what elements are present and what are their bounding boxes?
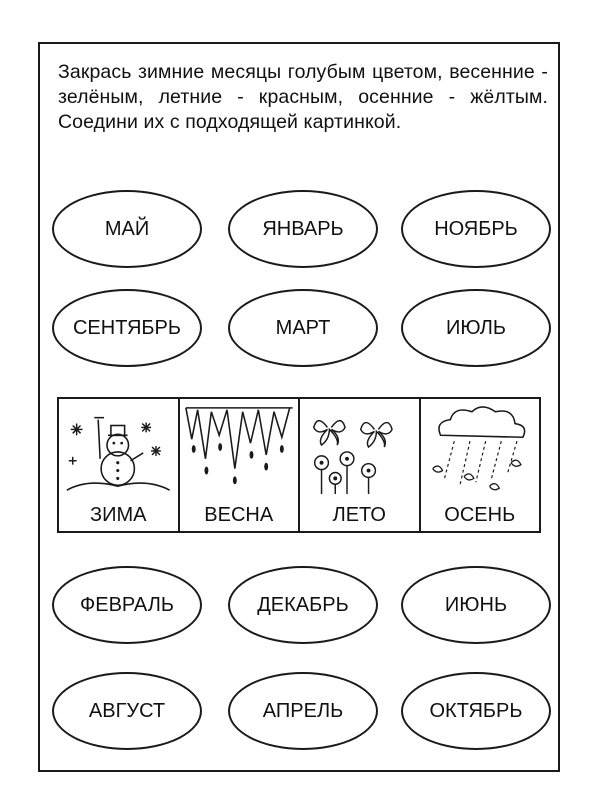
rain-cloud-icon [421, 399, 540, 499]
month-oval-june[interactable]: ИЮНЬ [401, 566, 551, 644]
season-label: ЗИМА [90, 504, 147, 526]
month-oval-august[interactable]: АВГУСТ [52, 672, 202, 750]
icicles-icon [180, 399, 299, 499]
month-oval-july[interactable]: ИЮЛЬ [401, 289, 551, 367]
season-spring[interactable] [180, 399, 301, 531]
season-winter[interactable] [59, 399, 180, 531]
month-oval-may[interactable]: МАЙ [52, 190, 202, 268]
seasons-strip [57, 397, 541, 533]
month-oval-september[interactable]: СЕНТЯБРЬ [52, 289, 202, 367]
season-label: ЛЕТО [332, 504, 386, 526]
season-label: ОСЕНЬ [444, 504, 516, 526]
month-oval-april[interactable]: АПРЕЛЬ [228, 672, 378, 750]
month-oval-november[interactable]: НОЯБРЬ [401, 190, 551, 268]
flowers-butterflies-icon [300, 399, 419, 499]
snowman-icon [59, 399, 178, 499]
month-oval-december[interactable]: ДЕКАБРЬ [228, 566, 378, 644]
month-oval-march[interactable]: МАРТ [228, 289, 378, 367]
instruction-text: Закрась зимние месяцы голубым цветом, весенние - зелёным, летние - красным, осенние - жёлтым. Соедини их с подходящей картинкой. [58, 61, 548, 133]
season-autumn[interactable] [421, 399, 540, 531]
month-oval-october[interactable]: ОКТЯБРЬ [401, 672, 551, 750]
month-oval-february[interactable]: ФЕВРАЛЬ [52, 566, 202, 644]
month-oval-january[interactable]: ЯНВАРЬ [228, 190, 378, 268]
season-label: ВЕСНА [204, 504, 274, 526]
season-summer[interactable] [300, 399, 421, 531]
